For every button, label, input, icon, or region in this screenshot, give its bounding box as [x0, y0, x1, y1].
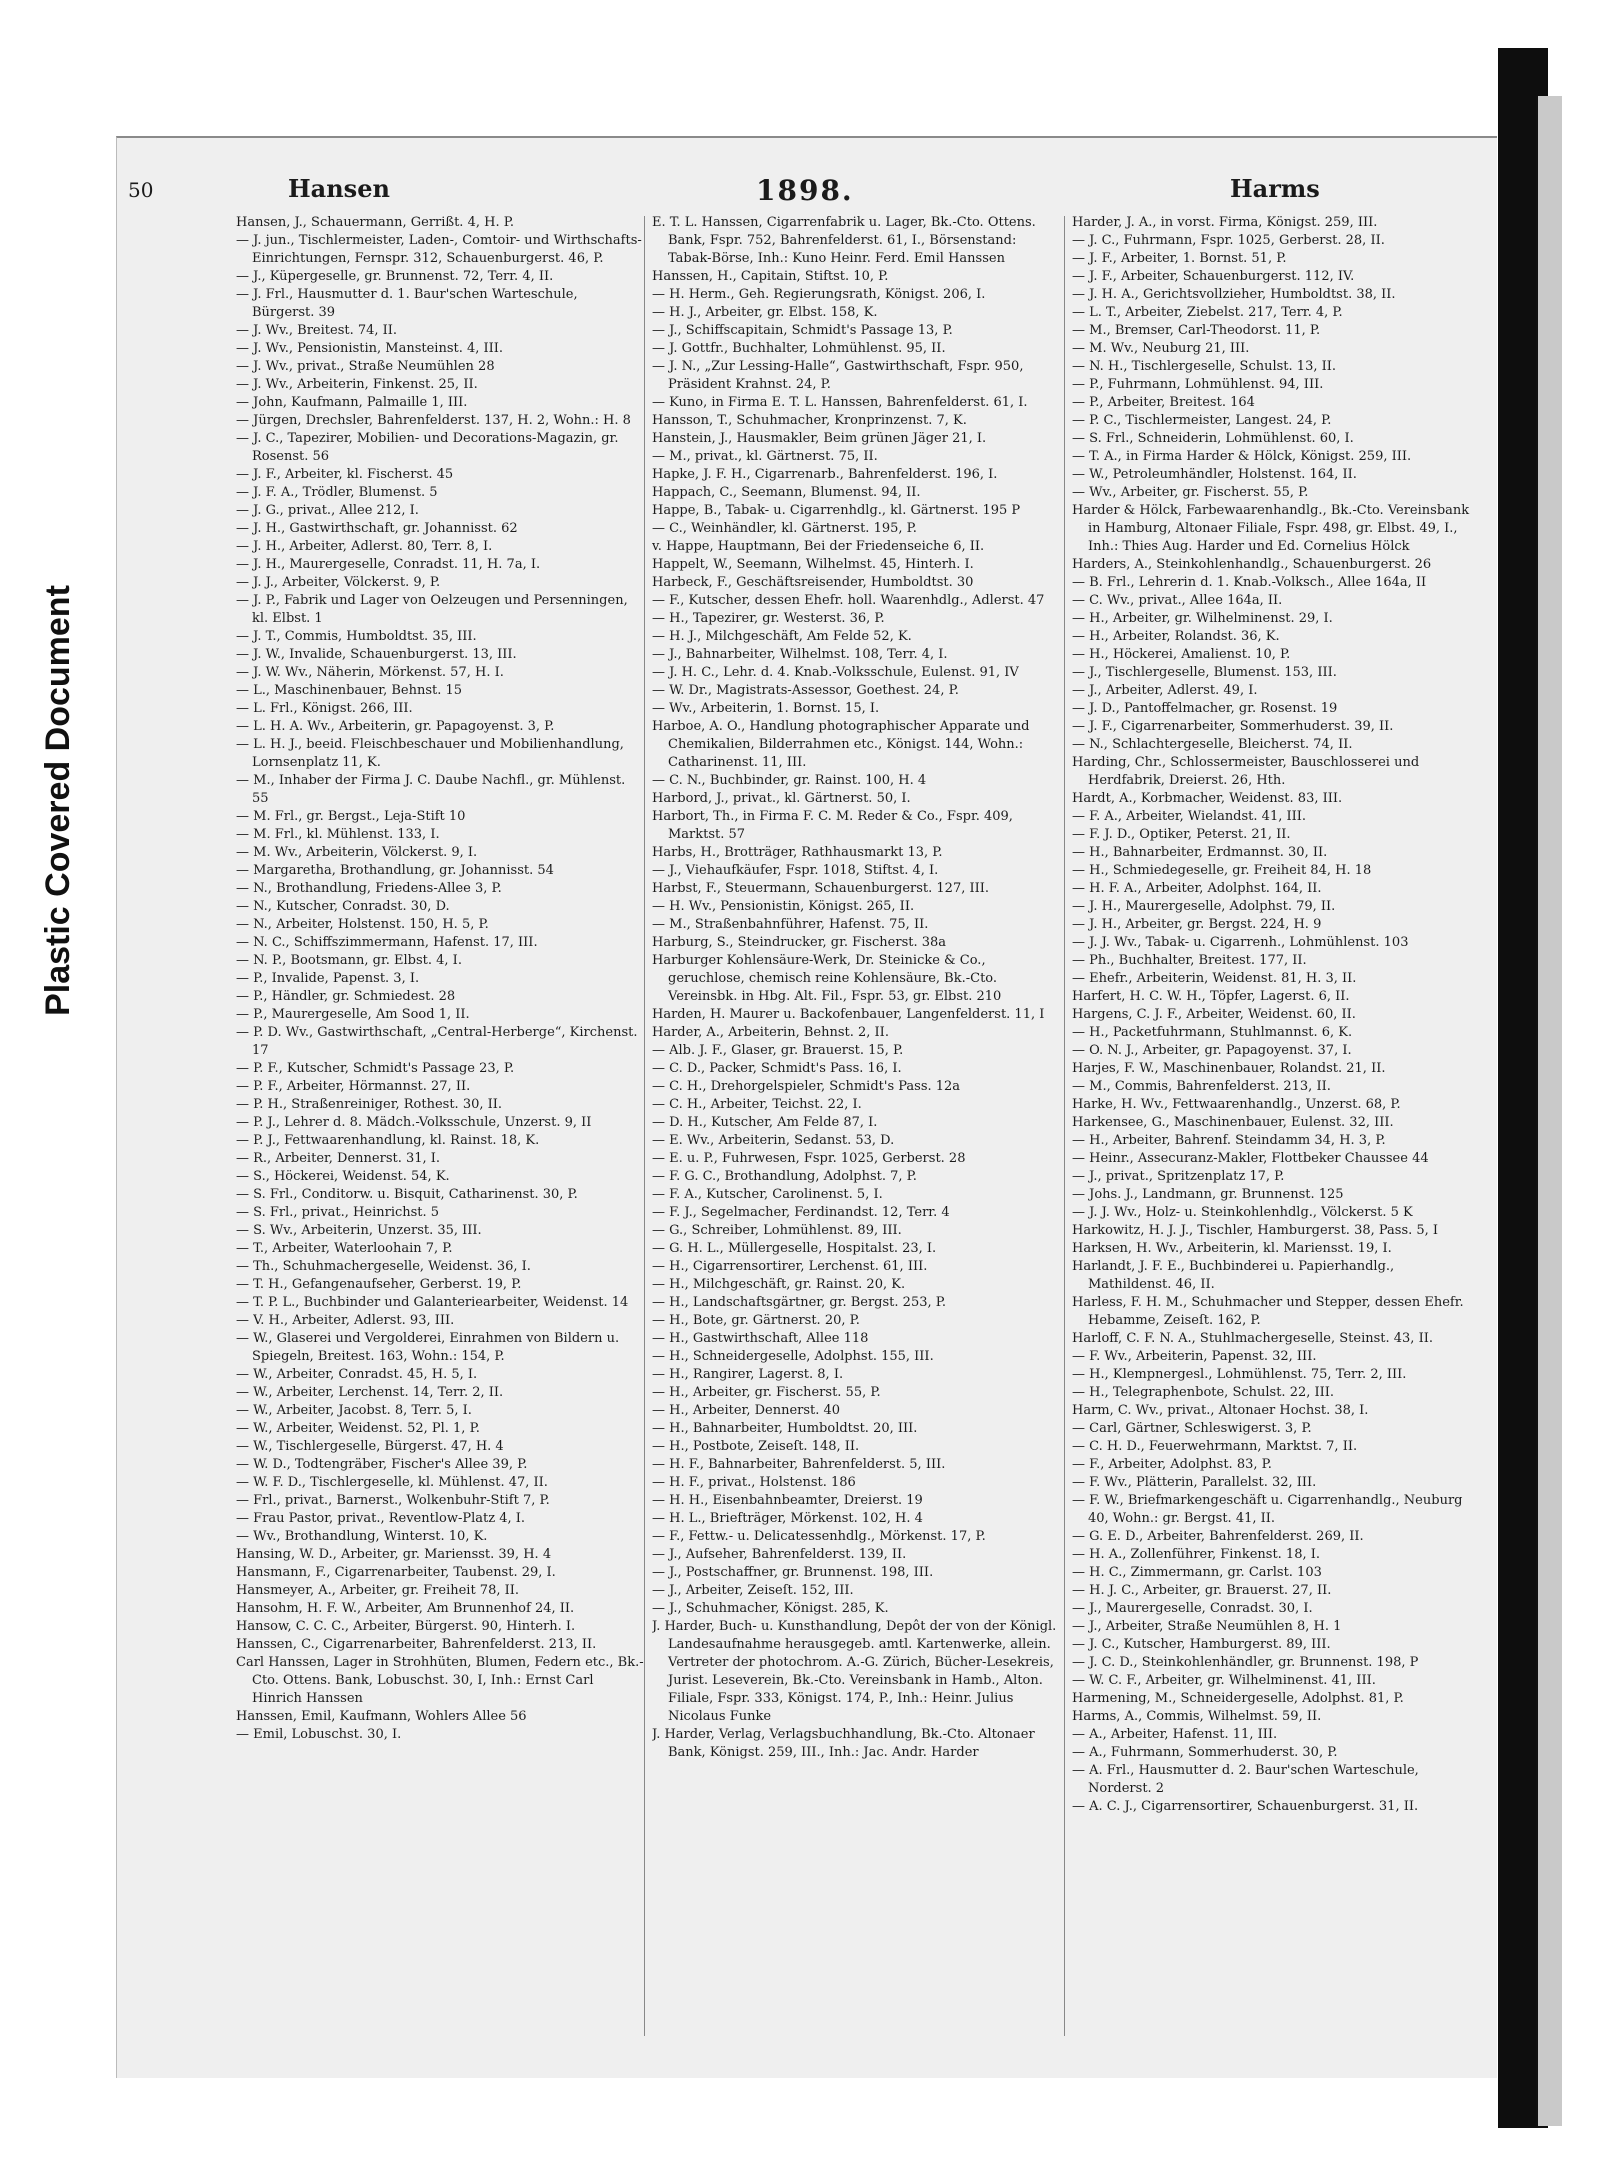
directory-entry: Harders, A., Steinkohlenhandlg., Schauenburgerst. 26	[1072, 557, 1432, 572]
directory-entry: Harjes, F. W., Maschinenbauer, Rolandst. 21, II.	[1072, 1061, 1386, 1076]
directory-entry: — M., Inhaber der Firma J. C. Daube Nachfl., gr. Mühlenst. 55	[236, 773, 626, 806]
directory-entry: J. Harder, Buch- u. Kunsthandlung, Depôt der von der Königl. Landesaufnahme herausgegeb. amtl. Kartenwerke, allein. Vertreter der photochrom. A.-G. Zürich, Bücher-Lesekreis, Jurist. Leseverein, Bk.-Cto. Vereinsbank in Hamb., Alton. Filiale, Fspr. 333, Königst. 174, P., Inh.: Heinr. Julius Nicolaus Funke	[652, 1619, 1057, 1724]
directory-entry: — N., Arbeiter, Holstenst. 150, H. 5, P.	[236, 917, 489, 932]
directory-entry: Happelt, W., Seemann, Wilhelmst. 45, Hinterh. I.	[652, 557, 974, 572]
directory-entry: — L., Maschinenbauer, Behnst. 15	[236, 683, 463, 698]
directory-entry: — L. H. A. Wv., Arbeiterin, gr. Papagoyenst. 3, P.	[236, 719, 555, 734]
directory-entry: Harless, F. H. M., Schuhmacher und Stepper, dessen Ehefr. Hebamme, Zeiseſt. 162, P.	[1072, 1295, 1464, 1328]
directory-entry: — A., Arbeiter, Hafenst. 11, III.	[1072, 1727, 1278, 1742]
directory-entry: Harms, A., Commis, Wilhelmst. 59, II.	[1072, 1709, 1322, 1724]
directory-entry: — P. D. Wv., Gastwirthschaft, „Central-Herberge“, Kirchenst. 17	[236, 1025, 638, 1058]
directory-entry: Hardt, A., Korbmacher, Weidenst. 83, III.	[1072, 791, 1343, 806]
directory-entry: — M., privat., kl. Gärtnerst. 75, II.	[652, 449, 878, 464]
directory-entry: — H., Bahnarbeiter, Erdmannst. 30, II.	[1072, 845, 1328, 860]
directory-entry: — H., Bahnarbeiter, Humboldtst. 20, III.	[652, 1421, 918, 1436]
directory-entry: — Frl., privat., Barnerst., Wolkenbuhr-Stift 7, P.	[236, 1493, 550, 1508]
directory-entry: — F. W., Briefmarkengeschäft u. Cigarrenhandlg., Neuburg 40, Wohn.: gr. Bergst. 41, II.	[1072, 1493, 1463, 1526]
directory-entry: — J. T., Commis, Humboldtst. 35, III.	[236, 629, 477, 644]
directory-entry: — J. Wv., privat., Straße Neumühlen 28	[236, 359, 495, 374]
directory-entry: — F., Kutscher, dessen Ehefr. holl. Waarenhdlg., Adlerst. 47	[652, 593, 1045, 608]
directory-entry: — J. G., privat., Allee 212, I.	[236, 503, 419, 518]
plastic-cover-label	[28, 520, 88, 1080]
directory-entry: — G. H. L., Müllergeselle, Hospitalst. 23, I.	[652, 1241, 937, 1256]
directory-entry: — H., Arbeiter, gr. Wilhelminenst. 29, I.	[1072, 611, 1333, 626]
directory-entry: — C. D., Packer, Schmidt's Pass. 16, I.	[652, 1061, 902, 1076]
directory-entry: — J., Schuhmacher, Königst. 285, K.	[652, 1601, 889, 1616]
directory-entry: — J. Wv., Breitest. 74, II.	[236, 323, 398, 338]
directory-entry: — O. N. J., Arbeiter, gr. Papagoyenst. 37, I.	[1072, 1043, 1352, 1058]
directory-entry: Harding, Chr., Schlossermeister, Bauschlosserei und Herdfabrik, Dreierst. 26, Hth.	[1072, 755, 1420, 788]
directory-entry: — D. H., Kutscher, Am Felde 87, I.	[652, 1115, 878, 1130]
directory-entry: — P. C., Tischlermeister, Langest. 24, P.	[1072, 413, 1332, 428]
directory-entry: — Ph., Buchhalter, Breitest. 177, II.	[1072, 953, 1307, 968]
directory-entry: — N. P., Bootsmann, gr. Elbst. 4, I.	[236, 953, 462, 968]
directory-entry: — J. H., Arbeiter, gr. Bergst. 224, H. 9	[1072, 917, 1322, 932]
directory-entry: Hansohm, H. F. W., Arbeiter, Am Brunnenhof 24, II.	[236, 1601, 575, 1616]
directory-entry: v. Happe, Hauptmann, Bei der Friedenseiche 6, II.	[652, 539, 985, 554]
directory-entry: — B. Frl., Lehrerin d. 1. Knab.-Volksch., Allee 164a, II	[1072, 575, 1427, 590]
directory-entry: — G., Schreiber, Lohmühlenst. 89, III.	[652, 1223, 902, 1238]
directory-entry: — Emil, Lobuschst. 30, I.	[236, 1727, 402, 1742]
directory-entry: — F. G. C., Brothandlung, Adolphst. 7, P.	[652, 1169, 917, 1184]
directory-entry: — M., Bremser, Carl-Theodorst. 11, P.	[1072, 323, 1321, 338]
directory-entry: Hapke, J. F. H., Cigarrenarb., Bahrenfelderst. 196, I.	[652, 467, 998, 482]
page-header	[128, 174, 1388, 210]
directory-entry: — Wv., Arbeiterin, 1. Bornst. 15, I.	[652, 701, 880, 716]
directory-entry: — J. C., Kutscher, Hamburgerst. 89, III.	[1072, 1637, 1331, 1652]
directory-entry: Harboe, A. O., Handlung photographischer Apparate und Chemikalien, Bilderrahmen etc., Königst. 144, Wohn.: Catharinenst. 11, III.	[652, 719, 1030, 770]
directory-entry: — J. C. D., Steinkohlenhändler, gr. Brunnenst. 198, P	[1072, 1655, 1419, 1670]
directory-entry: — P., Fuhrmann, Lohmühlenst. 94, III.	[1072, 377, 1324, 392]
directory-entry: — Wv., Arbeiter, gr. Fischerst. 55, P.	[1072, 485, 1309, 500]
directory-entry: — R., Arbeiter, Dennerst. 31, I.	[236, 1151, 441, 1166]
directory-entry: Hansow, C. C. C., Arbeiter, Bürgerst. 90, Hinterh. I.	[236, 1619, 576, 1634]
directory-entry: — N. H., Tischlergeselle, Schulst. 13, II.	[1072, 359, 1337, 374]
directory-entry: — C. H. D., Feuerwehrmann, Marktst. 7, II.	[1072, 1439, 1358, 1454]
directory-entry: — P., Händler, gr. Schmiedest. 28	[236, 989, 456, 1004]
directory-entry: — P., Invalide, Papenst. 3, I.	[236, 971, 420, 986]
scan-edge-gray	[1536, 96, 1562, 2126]
directory-entry: — W., Arbeiter, Lerchenst. 14, Terr. 2, II.	[236, 1385, 504, 1400]
directory-entry: — H., Arbeiter, Dennerst. 40	[652, 1403, 841, 1418]
directory-entry: — M. Wv., Arbeiterin, Völckerst. 9, I.	[236, 845, 478, 860]
directory-entry: — P., Arbeiter, Breitest. 164	[1072, 395, 1255, 410]
directory-entry: — Frau Pastor, privat., Reventlow-Platz 4, I.	[236, 1511, 526, 1526]
directory-entry: Harden, H. Maurer u. Backofenbauer, Langenfelderst. 11, I	[652, 1007, 1045, 1022]
directory-entry: — J. Wv., Pensionistin, Mansteinst. 4, III.	[236, 341, 504, 356]
directory-entry: Hansmann, F., Cigarrenarbeiter, Taubenst. 29, I.	[236, 1565, 556, 1580]
directory-entry: Harder & Hölck, Farbewaarenhandlg., Bk.-Cto. Vereinsbank in Hamburg, Altonaer Filiale, Fspr. 498, gr. Elbst. 49, I., Inh.: Thies Aug. Harder und Ed. Cornelius Hölck	[1072, 503, 1470, 554]
directory-entry: — M. Wv., Neuburg 21, III.	[1072, 341, 1250, 356]
directory-entry: — Johs. J., Landmann, gr. Brunnenst. 125	[1072, 1187, 1344, 1202]
directory-entry: — J., Küpergeselle, gr. Brunnenst. 72, Terr. 4, II.	[236, 269, 554, 284]
directory-entry: Harm, C. Wv., privat., Altonaer Hochst. 38, I.	[1072, 1403, 1369, 1418]
directory-entry: — J. H., Gastwirthschaft, gr. Johannisst. 62	[236, 521, 518, 536]
directory-entry: — J. F., Arbeiter, 1. Bornst. 51, P.	[1072, 251, 1287, 266]
directory-entry: — H. F., Bahnarbeiter, Bahrenfelderst. 5, III.	[652, 1457, 946, 1472]
directory-entry: E. T. L. Hanssen, Cigarrenfabrik u. Lager, Bk.-Cto. Ottens. Bank, Fspr. 752, Bahrenfelderst. 61, I., Börsenstand: Tabak-Börse, Inh.: Kuno Heinr. Ferd. Emil Hanssen	[652, 215, 1036, 266]
directory-entry: Hanssen, C., Cigarrenarbeiter, Bahrenfelderst. 213, II.	[236, 1637, 597, 1652]
directory-entry: — T., Arbeiter, Waterloohain 7, P.	[236, 1241, 453, 1256]
plastic-cover-label-text: Plastic Covered Document	[38, 584, 77, 1016]
directory-entry: — N., Schlachtergeselle, Bleicherst. 74, II.	[1072, 737, 1353, 752]
directory-entry: — H., Bote, gr. Gärtnerst. 20, P.	[652, 1313, 860, 1328]
directory-entry: — J., privat., Spritzenplatz 17, P.	[1072, 1169, 1285, 1184]
directory-entry: — F. Wv., Arbeiterin, Papenst. 32, III.	[1072, 1349, 1317, 1364]
directory-entry: — P. H., Straßenreiniger, Rothest. 30, II.	[236, 1097, 503, 1112]
directory-entry: — H., Packetfuhrmann, Stuhlmannst. 6, K.	[1072, 1025, 1353, 1040]
directory-entry: — L. T., Arbeiter, Ziebelst. 217, Terr. 4, P.	[1072, 305, 1343, 320]
directory-entry: — H., Arbeiter, Rolandst. 36, K.	[1072, 629, 1280, 644]
directory-entry: — J., Tischlergeselle, Blumenst. 153, III.	[1072, 665, 1337, 680]
directory-entry: — J. W., Invalide, Schauenburgerst. 13, III.	[236, 647, 517, 662]
directory-entry: — G. E. D., Arbeiter, Bahrenfelderst. 269, II.	[1072, 1529, 1364, 1544]
directory-entry: Harbeck, F., Geschäftsreisender, Humboldtst. 30	[652, 575, 974, 590]
directory-entry: Harburger Kohlensäure-Werk, Dr. Steinicke & Co., geruchlose, chemisch reine Kohlensäure, Bk.-Cto. Vereinsbk. in Hbg. Alt. Fil., Fspr. 53, gr. Elbst. 210	[652, 953, 1002, 1004]
directory-entry: — C. N., Buchbinder, gr. Rainst. 100, H. 4	[652, 773, 927, 788]
directory-entry: — H. J., Milchgeschäft, Am Felde 52, K.	[652, 629, 912, 644]
directory-entry: — C. H., Drehorgelspieler, Schmidt's Pass. 12a	[652, 1079, 961, 1094]
directory-entry: — H., Arbeiter, Bahrenf. Steindamm 34, H. 3, P.	[1072, 1133, 1386, 1148]
directory-entry: Harmening, M., Schneidergeselle, Adolphst. 81, P.	[1072, 1691, 1404, 1706]
directory-entry: — Jürgen, Drechsler, Bahrenfelderst. 137, H. 2, Wohn.: H. 8	[236, 413, 631, 428]
directory-entry: — Carl, Gärtner, Schleswigerst. 3, P.	[1072, 1421, 1312, 1436]
directory-entry: — H. J., Arbeiter, gr. Elbst. 158, K.	[652, 305, 878, 320]
directory-entry: — E. u. P., Fuhrwesen, Fspr. 1025, Gerberst. 28	[652, 1151, 966, 1166]
directory-entry: Hanstein, J., Hausmakler, Beim grünen Jäger 21, I.	[652, 431, 987, 446]
directory-entry: — W. D., Todtengräber, Fischer's Allee 39, P.	[236, 1457, 528, 1472]
directory-entry: Harder, J. A., in vorst. Firma, Königst. 259, III.	[1072, 215, 1378, 230]
directory-entry: — T. A., in Firma Harder & Hölck, Königst. 259, III.	[1072, 449, 1412, 464]
directory-entry: — F. A., Arbeiter, Wielandst. 41, III.	[1072, 809, 1307, 824]
directory-entry: Harfert, H. C. W. H., Töpfer, Lagerst. 6, II.	[1072, 989, 1350, 1004]
directory-entry: — W., Tischlergeselle, Bürgerst. 47, H. 4	[236, 1439, 504, 1454]
directory-entry: — W., Petroleumhändler, Holstenst. 164, II.	[1072, 467, 1357, 482]
directory-entry: — J., Arbeiter, Adlerst. 49, I.	[1072, 683, 1258, 698]
directory-entry: — J. Gottfr., Buchhalter, Lohmühlenst. 95, II.	[652, 341, 946, 356]
directory-entry: — H., Schmiedegeselle, gr. Freiheit 84, H. 18	[1072, 863, 1372, 878]
directory-entry: — T. H., Gefangenaufseher, Gerberst. 19, P.	[236, 1277, 522, 1292]
directory-entry: — J., Arbeiter, Zeiseſt. 152, III.	[652, 1583, 854, 1598]
directory-entry: — H. J. C., Arbeiter, gr. Brauerst. 27, II.	[1072, 1583, 1332, 1598]
directory-entry: — P. F., Arbeiter, Hörmannst. 27, II.	[236, 1079, 471, 1094]
directory-entry: — J. H. C., Lehr. d. 4. Knab.-Volksschule, Eulenst. 91, IV	[652, 665, 1019, 680]
directory-entry: — W., Glaserei und Vergolderei, Einrahmen von Bildern u. Spiegeln, Breitest. 163, Wohn.: 154, P.	[236, 1331, 620, 1364]
directory-entry: — Th., Schuhmachergeselle, Weidenst. 36, I.	[236, 1259, 531, 1274]
directory-entry: — J. W. Wv., Näherin, Mörkenst. 57, H. I.	[236, 665, 504, 680]
directory-entry: — N., Kutscher, Conradst. 30, D.	[236, 899, 450, 914]
directory-entry: — F. Wv., Plätterin, Parallelst. 32, III.	[1072, 1475, 1317, 1490]
directory-entry: — C., Weinhändler, kl. Gärtnerst. 195, P.	[652, 521, 917, 536]
directory-entry: Harder, A., Arbeiterin, Behnst. 2, II.	[652, 1025, 889, 1040]
directory-entry: — H. L., Briefträger, Mörkenst. 102, H. 4	[652, 1511, 923, 1526]
directory-entry: — H., Milchgeschäft, gr. Rainst. 20, K.	[652, 1277, 906, 1292]
directory-entry: — H. Herm., Geh. Regierungsrath, Königst. 206, I.	[652, 287, 986, 302]
directory-entry: J. Harder, Verlag, Verlagsbuchhandlung, Bk.-Cto. Altonaer Bank, Königst. 259, III., Inh.: Jac. Andr. Harder	[652, 1727, 1035, 1760]
directory-entry: — W., Arbeiter, Conradst. 45, H. 5, I.	[236, 1367, 478, 1382]
directory-entry: — M., Straßenbahnführer, Hafenst. 75, II.	[652, 917, 929, 932]
directory-entry: — J. H., Maurergeselle, Adolphst. 79, II.	[1072, 899, 1336, 914]
directory-entry: — M. Frl., gr. Bergst., Leja-Stift 10	[236, 809, 466, 824]
directory-entry: — N. C., Schiffszimmermann, Hafenst. 17, III.	[236, 935, 538, 950]
directory-entry: Harksen, H. Wv., Arbeiterin, kl. Mariensst. 19, I.	[1072, 1241, 1392, 1256]
directory-entry: — V. H., Arbeiter, Adlerst. 93, III.	[236, 1313, 455, 1328]
directory-entry: — F. J. D., Optiker, Peterst. 21, II.	[1072, 827, 1291, 842]
directory-entry: Hansson, T., Schuhmacher, Kronprinzenst. 7, K.	[652, 413, 967, 428]
directory-entry: Harke, H. Wv., Fettwaarenhandlg., Unzerst. 68, P.	[1072, 1097, 1401, 1112]
column-divider	[1064, 216, 1065, 2036]
directory-entry: — H., Landschaftsgärtner, gr. Bergst. 253, P.	[652, 1295, 946, 1310]
directory-entry: — A., Fuhrmann, Sommerhuderst. 30, P.	[1072, 1745, 1338, 1760]
directory-entry: — J. F. A., Trödler, Blumenst. 5	[236, 485, 438, 500]
directory-entry: — W. C. F., Arbeiter, gr. Wilhelminenst. 41, III.	[1072, 1673, 1376, 1688]
directory-entry: — F., Arbeiter, Adolphst. 83, P.	[1072, 1457, 1272, 1472]
directory-entry: — J. H., Maurergeselle, Conradst. 11, H. 7a, I.	[236, 557, 541, 572]
directory-entry: — H. H., Eisenbahnbeamter, Dreierst. 19	[652, 1493, 923, 1508]
directory-entry: — Heinr., Assecuranz-Makler, Flottbeker Chaussee 44	[1072, 1151, 1429, 1166]
directory-entry: — H., Klempnergesl., Lohmühlenst. 75, Terr. 2, III.	[1072, 1367, 1407, 1382]
directory-entry: — H., Rangirer, Lagerst. 8, I.	[652, 1367, 844, 1382]
directory-entry: — W., Arbeiter, Weidenst. 52, Pl. 1, P.	[236, 1421, 480, 1436]
directory-entry: Harbort, Th., in Firma F. C. M. Reder & Co., Fspr. 409, Marktst. 57	[652, 809, 1013, 842]
directory-entry: — F. A., Kutscher, Carolinenst. 5, I.	[652, 1187, 883, 1202]
directory-entry: Happe, B., Tabak- u. Cigarrenhdlg., kl. Gärtnerst. 195 P	[652, 503, 1021, 518]
directory-entry: — J. P., Fabrik und Lager von Oelzeugen und Persenningen, kl. Elbst. 1	[236, 593, 628, 626]
directory-entry: — P. J., Fettwaarenhandlung, kl. Rainst. 18, K.	[236, 1133, 540, 1148]
directory-entry: — A. Frl., Hausmutter d. 2. Baur'schen Warteschule, Norderst. 2	[1072, 1763, 1419, 1796]
directory-entry: — Wv., Brothandlung, Winterst. 10, K.	[236, 1529, 488, 1544]
header-right-word: Harms	[1230, 174, 1320, 203]
directory-entry: — J., Schiffscapitain, Schmidt's Passage 13, P.	[652, 323, 953, 338]
directory-entry: — J., Bahnarbeiter, Wilhelmst. 108, Terr. 4, I.	[652, 647, 948, 662]
directory-entry: — J. H. A., Gerichtsvollzieher, Humboldtst. 38, II.	[1072, 287, 1396, 302]
directory-entry: Harburg, S., Steindrucker, gr. Fischerst. 38a	[652, 935, 947, 950]
directory-entry: Harbord, J., privat., kl. Gärtnerst. 50, I.	[652, 791, 911, 806]
directory-entry: — A. C. J., Cigarrensortirer, Schauenburgerst. 31, II.	[1072, 1799, 1419, 1814]
directory-entry: — L. Frl., Königst. 266, III.	[236, 701, 413, 716]
directory-entry: Harkowitz, H. J. J., Tischler, Hamburgerst. 38, Pass. 5, I	[1072, 1223, 1439, 1238]
directory-entry: — J., Aufseher, Bahrenfelderst. 139, II.	[652, 1547, 907, 1562]
directory-entry: Hargens, C. J. F., Arbeiter, Weidenst. 60, II.	[1072, 1007, 1356, 1022]
header-year: 1898.	[756, 174, 854, 207]
directory-entry: — J. C., Fuhrmann, Fspr. 1025, Gerberst. 28, II.	[1072, 233, 1385, 248]
directory-entry: — H. F., privat., Holstenst. 186	[652, 1475, 856, 1490]
directory-entry: — J., Postschaffner, gr. Brunnenst. 198, III.	[652, 1565, 934, 1580]
directory-entry: — P. F., Kutscher, Schmidt's Passage 23, P.	[236, 1061, 515, 1076]
directory-entry: — C. Wv., privat., Allee 164a, II.	[1072, 593, 1283, 608]
directory-entry: — N., Brothandlung, Friedens-Allee 3, P.	[236, 881, 502, 896]
directory-entry: Hansing, W. D., Arbeiter, gr. Mariensst. 39, H. 4	[236, 1547, 552, 1562]
directory-entry: — J. F., Arbeiter, Schauenburgerst. 112, IV.	[1072, 269, 1355, 284]
directory-entry: — J. jun., Tischlermeister, Laden-, Comtoir- und Wirthschafts-Einrichtungen, Fernspr. 312, Schauenburgerst. 46, P.	[236, 233, 642, 266]
directory-entry: Hanssen, H., Capitain, Stiftst. 10, P.	[652, 269, 889, 284]
directory-entry: — S. Frl., Conditorw. u. Bisquit, Catharinenst. 30, P.	[236, 1187, 578, 1202]
directory-entry: Hansmeyer, A., Arbeiter, gr. Freiheit 78, II.	[236, 1583, 520, 1598]
directory-column-2	[652, 214, 1060, 2044]
directory-entry: — J. Frl., Hausmutter d. 1. Baur'schen Warteschule, Bürgerst. 39	[236, 287, 578, 320]
directory-entry: — H. F. A., Arbeiter, Adolphst. 164, II.	[1072, 881, 1322, 896]
directory-entry: — J. Wv., Arbeiterin, Finkenst. 25, II.	[236, 377, 478, 392]
directory-entry: Harbs, H., Brotträger, Rathhausmarkt 13, P.	[652, 845, 943, 860]
directory-entry: — F. J., Segelmacher, Ferdinandst. 12, Terr. 4	[652, 1205, 950, 1220]
directory-entry: — J. N., „Zur Lessing-Halle“, Gastwirthschaft, Fspr. 950, Präsident Krahnst. 24, P.	[652, 359, 1024, 392]
directory-entry: — J., Maurergeselle, Conradst. 30, I.	[1072, 1601, 1313, 1616]
directory-column-3	[1072, 214, 1480, 2044]
directory-entry: — T. P. L., Buchbinder und Galanteriearbeiter, Weidenst. 14	[236, 1295, 629, 1310]
directory-entry: — M. Frl., kl. Mühlenst. 133, I.	[236, 827, 440, 842]
directory-entry: — J. F., Cigarrenarbeiter, Sommerhuderst. 39, II.	[1072, 719, 1394, 734]
directory-entry: — H., Postbote, Zeiseſt. 148, II.	[652, 1439, 860, 1454]
directory-entry: — H., Höckerei, Amalienst. 10, P.	[1072, 647, 1291, 662]
directory-entry: — J. J., Arbeiter, Völckerst. 9, P.	[236, 575, 441, 590]
directory-entry: — S. Wv., Arbeiterin, Unzerst. 35, III.	[236, 1223, 482, 1238]
directory-entry: — John, Kaufmann, Palmaille 1, III.	[236, 395, 468, 410]
directory-entry: — H., Cigarrensortirer, Lerchenst. 61, III.	[652, 1259, 928, 1274]
directory-entry: — J. J. Wv., Tabak- u. Cigarrenh., Lohmühlenst. 103	[1072, 935, 1409, 950]
directory-entry: — M., Commis, Bahrenfelderst. 213, II.	[1072, 1079, 1331, 1094]
directory-entry: — F., Fettw.- u. Delicatessenhdlg., Mörkenst. 17, P.	[652, 1529, 986, 1544]
directory-entry: — J. H., Arbeiter, Adlerst. 80, Terr. 8, I.	[236, 539, 493, 554]
directory-entry: — H. C., Zimmermann, gr. Carlst. 103	[1072, 1565, 1322, 1580]
directory-entry: — H., Gastwirthschaft, Allee 118	[652, 1331, 869, 1346]
directory-entry: — S. Frl., Schneiderin, Lohmühlenst. 60, I.	[1072, 431, 1354, 446]
directory-entry: — H. Wv., Pensionistin, Königst. 265, II.	[652, 899, 915, 914]
directory-entry: — H., Telegraphenbote, Schulst. 22, III.	[1072, 1385, 1335, 1400]
directory-entry: — W., Arbeiter, Jacobst. 8, Terr. 5, I.	[236, 1403, 472, 1418]
directory-entry: — Margaretha, Brothandlung, gr. Johannisst. 54	[236, 863, 554, 878]
directory-entry: Harloff, C. F. N. A., Stuhlmachergeselle, Steinst. 43, II.	[1072, 1331, 1433, 1346]
directory-entry: — E. Wv., Arbeiterin, Sedanst. 53, D.	[652, 1133, 895, 1148]
directory-entry: — H., Tapezirer, gr. Westerst. 36, P.	[652, 611, 885, 626]
directory-entry: — J., Viehaufkäufer, Fspr. 1018, Stiftst. 4, I.	[652, 863, 939, 878]
directory-entry: — W. Dr., Magistrats-Assessor, Goethest. 24, P.	[652, 683, 959, 698]
directory-entry: Happach, C., Seemann, Blumenst. 94, II.	[652, 485, 921, 500]
page-number: 50	[128, 178, 154, 202]
directory-entry: Carl Hanssen, Lager in Strohhüten, Blumen, Federn etc., Bk.-Cto. Ottens. Bank, Lobuschst. 30, I, Inh.: Ernst Carl Hinrich Hanssen	[236, 1655, 644, 1706]
directory-entry: — L. H. J., beeid. Fleischbeschauer und Mobilienhandlung, Lornsenplatz 11, K.	[236, 737, 624, 770]
directory-entry: — S. Frl., privat., Heinrichst. 5	[236, 1205, 440, 1220]
directory-entry: — J. C., Tapezirer, Mobilien- und Decorations-Magazin, gr. Rosenst. 56	[236, 431, 619, 464]
directory-entry: — Kuno, in Firma E. T. L. Hanssen, Bahrenfelderst. 61, I.	[652, 395, 1028, 410]
header-left-word: Hansen	[288, 174, 390, 203]
directory-column-1	[236, 214, 644, 2044]
directory-entry: — H., Arbeiter, gr. Fischerst. 55, P.	[652, 1385, 881, 1400]
directory-entry: Hansen, J., Schauermann, Gerrißt. 4, H. P.	[236, 215, 514, 230]
directory-entry: — J. D., Pantoffelmacher, gr. Rosenst. 19	[1072, 701, 1338, 716]
directory-entry: — S., Höckerei, Weidenst. 54, K.	[236, 1169, 450, 1184]
directory-entry: Harlandt, J. F. E., Buchbinderei u. Papierhandlg., Mathildenst. 46, II.	[1072, 1259, 1395, 1292]
directory-entry: — Ehefr., Arbeiterin, Weidenst. 81, H. 3, II.	[1072, 971, 1357, 986]
directory-entry: — H., Schneidergeselle, Adolphst. 155, III.	[652, 1349, 934, 1364]
directory-entry: — H. A., Zollenführer, Finkenst. 18, I.	[1072, 1547, 1321, 1562]
directory-entry: — P., Maurergeselle, Am Sood 1, II.	[236, 1007, 470, 1022]
column-divider	[644, 216, 645, 2036]
directory-entry: — J., Arbeiter, Straße Neumühlen 8, H. 1	[1072, 1619, 1342, 1634]
directory-entry: Harkensee, G., Maschinenbauer, Eulenst. 32, III.	[1072, 1115, 1394, 1130]
directory-entry: Harbst, F., Steuermann, Schauenburgerst. 127, III.	[652, 881, 990, 896]
directory-entry: — C. H., Arbeiter, Teichst. 22, I.	[652, 1097, 862, 1112]
directory-entry: — Alb. J. F., Glaser, gr. Brauerst. 15, P.	[652, 1043, 904, 1058]
directory-entry: — J. J. Wv., Holz- u. Steinkohlenhdlg., Völckerst. 5 K	[1072, 1205, 1413, 1220]
directory-entry: — P. J., Lehrer d. 8. Mädch.-Volksschule, Unzerst. 9, II	[236, 1115, 592, 1130]
directory-entry: Hanssen, Emil, Kaufmann, Wohlers Allee 56	[236, 1709, 527, 1724]
directory-entry: — W. F. D., Tischlergeselle, kl. Mühlenst. 47, II.	[236, 1475, 548, 1490]
directory-entry: — J. F., Arbeiter, kl. Fischerst. 45	[236, 467, 454, 482]
